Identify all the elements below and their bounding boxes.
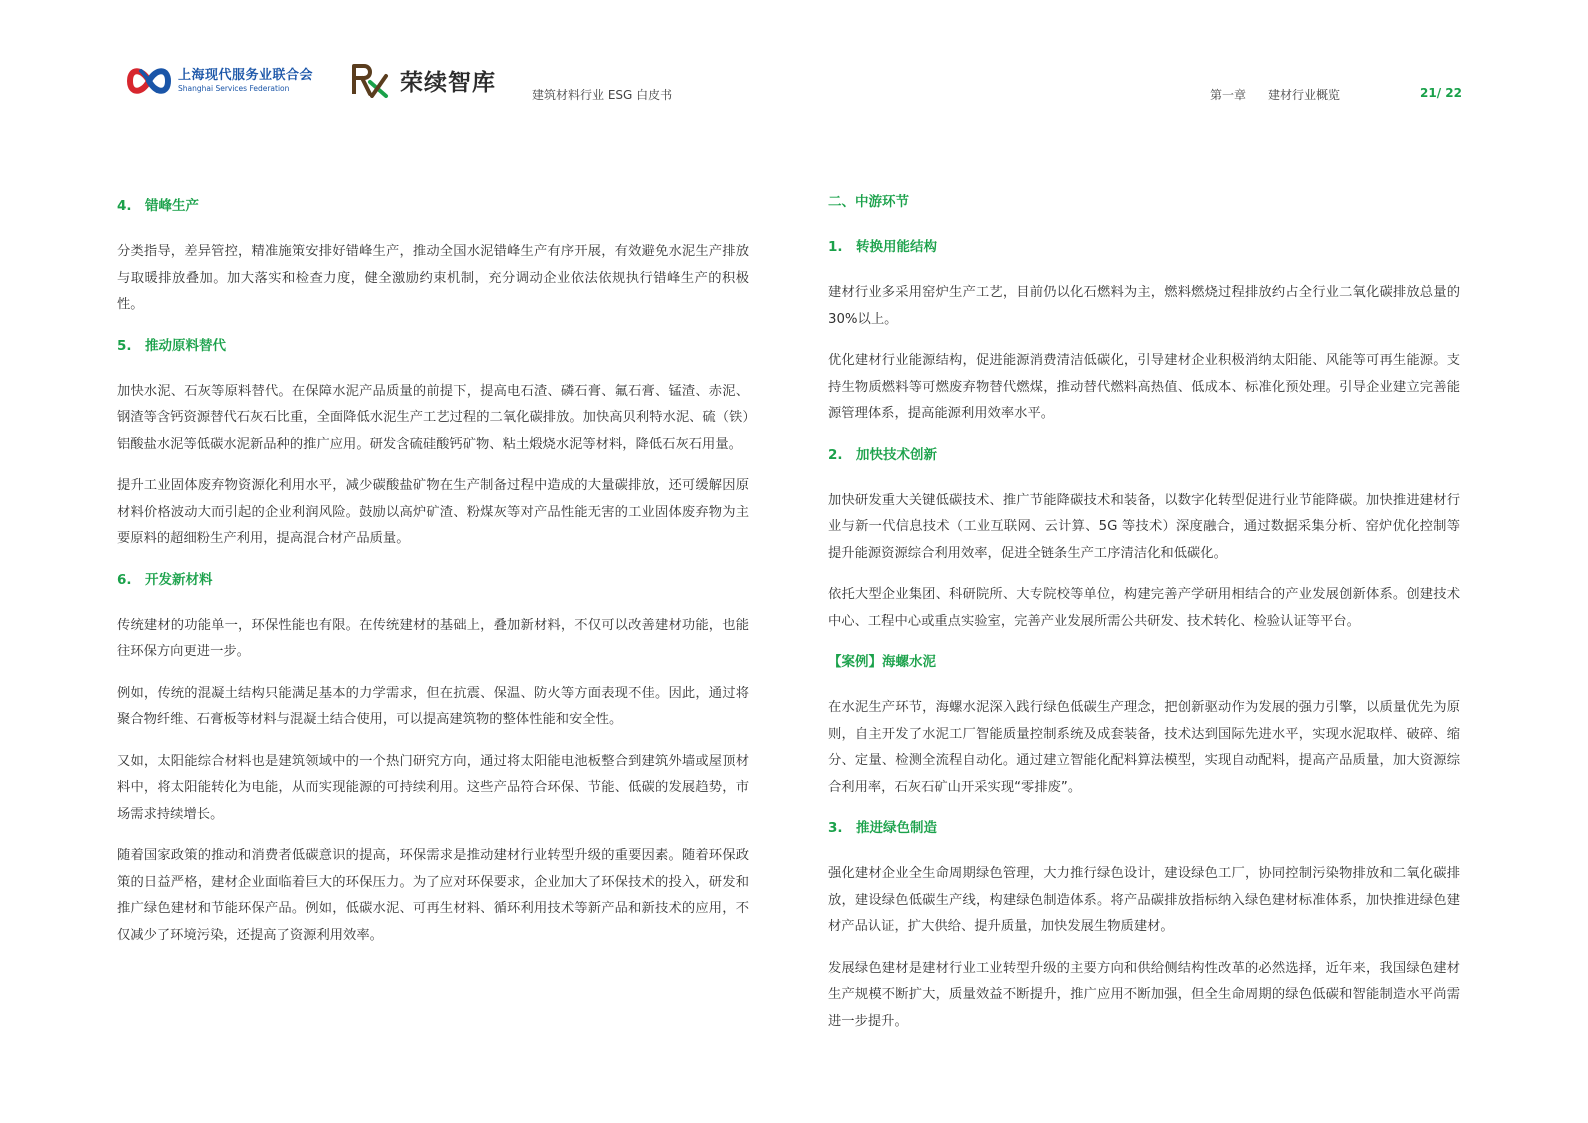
paragraph: 在水泥生产环节，海螺水泥深入践行绿色低碳生产理念，把创新驱动作为发展的强力引擎，以质量优先为原则，自主开发了水泥工厂智能质量控制系统及成套装备，技术达到国际先进水平，实现水泥取样、破碎、缩分、定量、检测全流程自动化。通过建立智能化配料算法模型，实现自动配料，提高产品质量，加大资源综合利用率，石灰石矿山开采实现“零排废”。 (828, 700, 1460, 795)
paragraph: 加快研发重大关键低碳技术、推广节能降碳技术和装备，以数字化转型促进行业节能降碳。加快推进建材行业与新一代信息技术（工业互联网、云计算、5G 等技术）深度融合，通过数据采集分析、窑炉优化控制等提升能源资源综合利用效率，促进全链条生产工序清洁化和低碳化。 (828, 492, 1460, 561)
ssf-emblem-icon (126, 62, 172, 100)
document-title: 建筑材料行业 ESG 白皮书 (532, 88, 673, 102)
paragraph: 依托大型企业集团、科研院所、大专院校等单位，构建完善产学研用相结合的产业发展创新体系。创建技术中心、工程中心或重点实验室，完善产业发展所需公共研发、技术转化、检验认证等平台。 (828, 587, 1460, 629)
page-header (0, 0, 1588, 130)
paragraph: 随着国家政策的推动和消费者低碳意识的提高，环保需求是推动建材行业转型升级的重要因素。随着环保政策的日益严格，建材企业面临着巨大的环保压力。为了应对环保要求，企业加大了环保技术的投入，研发和推广绿色建材和节能环保产品。例如，低碳水泥、可再生材料、循环利用技术等新产品和新技术的应用，不仅减少了环境污染，还提高了资源利用效率。 (117, 848, 749, 943)
rx-emblem-icon (350, 62, 390, 98)
org-name-cn: 上海现代服务业联合会 (178, 68, 314, 84)
paragraph: 优化建材行业能源结构，促进能源消费清洁低碳化，引导建材企业积极消纳太阳能、风能等可再生能源。支持生物质燃料等可燃废弃物替代燃煤，推动替代燃料高热值、低成本、标准化预处理。引导企业建立完善能源管理体系，提高能源利用效率水平。 (828, 353, 1460, 421)
left-column (117, 190, 749, 964)
heading-green-manufacturing: 3. 推进绿色制造 (828, 820, 938, 836)
section-label: 建材行业概览 (1268, 88, 1341, 102)
chapter-label: 第一章 (1210, 88, 1247, 102)
rx-logo (350, 62, 496, 98)
paragraph: 发展绿色建材是建材行业工业转型升级的主要方向和供给侧结构性改革的必然选择，近年来，我国绿色建材生产规模不断扩大，质量效益不断提升，推广应用不断加强，但全生命周期的绿色低碳和智能制造水平尚需进一步提升。 (828, 960, 1460, 1029)
org-name-en: Shanghai Services Federation (178, 84, 290, 94)
heading-case-conch-cement: 【案例】海螺水泥 (828, 654, 936, 670)
heading-midstream: 二、中游环节 (828, 194, 909, 210)
heading-peak-shifting: 4. 错峰生产 (117, 198, 200, 214)
paragraph: 提升工业固体废弃物资源化利用水平，减少碳酸盐矿物在生产制备过程中造成的大量碳排放，还可缓解因原材料价格波动大而引起的企业利润风险。鼓励以高炉矿渣、粉煤灰等对产品性能无害的工业固体废弃物为主要原料的超细粉生产利用，提高混合材产品质量。 (117, 478, 749, 546)
paragraph: 加快水泥、石灰等原料替代。在保障水泥产品质量的前提下，提高电石渣、磷石膏、氟石膏、锰渣、赤泥、钢渣等含钙资源替代石灰石比重，全面降低水泥生产工艺过程的二氧化碳排放。加快高贝利特水泥、硫（铁）铝酸盐水泥等低碳水泥新品种的推广应用。研发含硫硅酸钙矿物、粘土煅烧水泥等材料，降低石灰石用量。 (117, 383, 749, 452)
paragraph: 强化建材企业全生命周期绿色管理，大力推行绿色设计，建设绿色工厂，协同控制污染物排放和二氧化碳排放，建设绿色低碳生产线，构建绿色制造体系。将产品碳排放指标纳入绿色建材标准体系，加快推进绿色建材产品认证，扩大供给、提升质量，加快发展生物质建材。 (828, 866, 1460, 934)
brand-name: 荣续智库 (400, 69, 496, 96)
heading-new-materials: 6. 开发新材料 (117, 571, 213, 588)
heading-energy-structure: 1. 转换用能结构 (828, 239, 938, 255)
paragraph: 分类指导，差异管控，精准施策安排好错峰生产，推动全国水泥错峰生产有序开展，有效避免水泥生产排放与取暖排放叠加。加大落实和检查力度，健全激励约束机制，充分调动企业依法依规执行错峰生产的积极性。 (117, 244, 749, 312)
heading-raw-material-substitution: 5. 推动原料替代 (117, 337, 227, 354)
page-number: 21/ 22 (1420, 86, 1462, 100)
chapter-breadcrumb (1210, 86, 1340, 103)
paragraph: 例如，传统的混凝土结构只能满足基本的力学需求，但在抗震、保温、防火等方面表现不佳。因此，通过将聚合物纤维、石膏板等材料与混凝土结合使用，可以提高建筑物的整体性能和安全性。 (117, 685, 749, 727)
paragraph: 建材行业多采用窑炉生产工艺，目前仍以化石燃料为主，燃料燃烧过程排放约占全行业二氧化碳排放总量的 30%以上。 (828, 285, 1460, 327)
ssf-logo (126, 62, 313, 100)
paragraph: 传统建材的功能单一，环保性能也有限。在传统建材的基础上，叠加新材料，不仅可以改善建材功能，也能往环保方向更进一步。 (117, 617, 749, 659)
paragraph: 又如，太阳能综合材料也是建筑领域中的一个热门研究方向，通过将太阳能电池板整合到建筑外墙或屋顶材料中，将太阳能转化为电能，从而实现能源的可持续利用。这些产品符合环保、节能、低碳的发展趋势，市场需求持续增长。 (117, 753, 749, 822)
heading-tech-innovation: 2. 加快技术创新 (828, 446, 938, 463)
right-column (828, 190, 1460, 1050)
